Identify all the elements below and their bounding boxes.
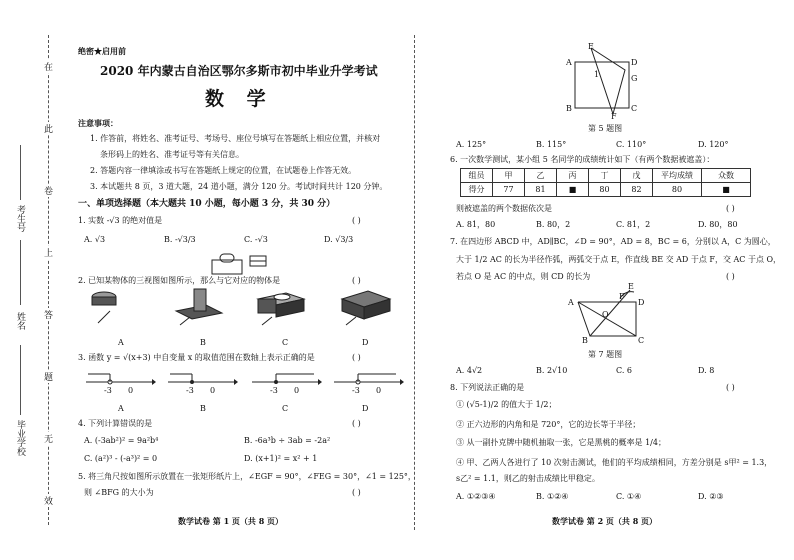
q8-item-2: ② 正六边形的内角和是 720°，它的边长等于半径； bbox=[456, 420, 641, 429]
fig5-label-c: C bbox=[631, 104, 638, 113]
page-divider bbox=[414, 35, 415, 530]
page-2 bbox=[420, 0, 790, 560]
table-header-row bbox=[461, 169, 751, 183]
q8-stem: 8. 下列说法正确的是 bbox=[450, 383, 525, 392]
q3-label-b: B bbox=[200, 404, 206, 413]
fig5-label-a: A bbox=[566, 58, 572, 67]
q8-option-d: D. ②③ bbox=[698, 492, 724, 501]
fig7-label-c: C bbox=[638, 336, 645, 345]
table-row bbox=[461, 183, 751, 197]
q1-option-b: B. -√3/3 bbox=[164, 235, 196, 244]
q4-option-c: C. (a²)³ - (-a³)² = 0 bbox=[84, 454, 158, 463]
tick-label: 0 bbox=[210, 386, 216, 395]
page-1 bbox=[70, 0, 416, 560]
answer-paren: ( ) bbox=[352, 419, 361, 428]
page-footer: 数学试卷 第 1 页（共 8 页） bbox=[178, 516, 284, 526]
binding-margin bbox=[0, 0, 70, 560]
q6-option-c: C. 81，2 bbox=[616, 220, 651, 229]
fig5-label-d: D bbox=[631, 58, 638, 67]
q8-option-b: B. ①②④ bbox=[536, 492, 569, 501]
q2-option-a-figure bbox=[84, 285, 154, 325]
side-char: 此 bbox=[44, 122, 53, 135]
q5-stem: 5. 将三角尺按如图所示放置在一张矩形纸片上，∠EGF = 90°，∠FEG = 30°，∠1 = 125°， bbox=[78, 472, 416, 481]
note-line: 3. 本试题共 8 页，3 道大题，24 道小题，满分 120 分。考试时间共计 120 分钟。 bbox=[90, 182, 388, 191]
q4-option-d: D. (x+1)² = x² + 1 bbox=[244, 454, 318, 463]
table-cell: 乙 bbox=[525, 169, 557, 183]
three-views-figure bbox=[210, 252, 285, 278]
side-char: 答 bbox=[44, 308, 53, 321]
q6-option-a: A. 81，80 bbox=[456, 220, 496, 229]
table-cell: 丙 bbox=[557, 169, 589, 183]
field-label-exam-number: 考生号 bbox=[15, 205, 25, 232]
table-cell: 77 bbox=[493, 183, 525, 197]
q1-stem: 1. 实数 -√3 的绝对值是 bbox=[78, 216, 163, 225]
table-cell: 得分 bbox=[461, 183, 493, 197]
note-line: 1. 作答前，将姓名、准考证号、考场号、座位号填写在答题纸上相应位置，并核对 bbox=[90, 134, 381, 143]
q3-numberline-d bbox=[332, 368, 404, 396]
q8-item-5: s乙² = 1.1，则乙的射击成绩比甲稳定。 bbox=[456, 474, 600, 483]
q7-option-b: B. 2√10 bbox=[536, 366, 568, 375]
figure-7 bbox=[570, 284, 650, 342]
q4-option-b: B. -6a³b ÷ 3ab = -2a² bbox=[244, 436, 331, 445]
q1-option-c: C. -√3 bbox=[244, 235, 268, 244]
tick-label: -3 bbox=[104, 386, 112, 395]
subject-title: 数 学 bbox=[205, 88, 274, 110]
q7-option-a: A. 4√2 bbox=[456, 366, 483, 375]
table-cell: 82 bbox=[621, 183, 653, 197]
fig7-label-b: B bbox=[582, 336, 588, 345]
q8-item-1: ① (√5-1)/2 的值大于 1/2； bbox=[456, 400, 557, 409]
fig7-label-d: D bbox=[638, 298, 645, 307]
answer-paren: ( ) bbox=[726, 272, 735, 281]
side-char: 题 bbox=[44, 370, 53, 383]
table-cell: 80 bbox=[589, 183, 621, 197]
answer-paren: ( ) bbox=[726, 383, 735, 392]
q2-stem: 2. 已知某物体的三视图如图所示，那么与它对应的物体是 bbox=[78, 276, 281, 285]
fig7-label-f: F bbox=[619, 292, 625, 301]
table-cell: 平均成绩 bbox=[653, 169, 702, 183]
answer-paren: ( ) bbox=[726, 204, 735, 213]
table-cell: 组员 bbox=[461, 169, 493, 183]
fig5-label-f: F bbox=[611, 112, 617, 121]
field-label-name: 姓名 bbox=[15, 312, 25, 330]
table-cell: ■ bbox=[557, 183, 589, 197]
q5-option-c: C. 110° bbox=[616, 140, 647, 149]
table-cell: 戊 bbox=[621, 169, 653, 183]
fig7-caption: 第 7 题图 bbox=[588, 350, 623, 359]
q2-label-c: C bbox=[282, 338, 289, 347]
fig7-label-a: A bbox=[568, 298, 574, 307]
field-label-school: 毕业学校 bbox=[15, 420, 25, 456]
q2-option-c-figure bbox=[250, 285, 320, 327]
side-char: 效 bbox=[44, 494, 53, 507]
table-cell: 众数 bbox=[702, 169, 751, 183]
q3-numberline-c bbox=[250, 368, 322, 396]
tick-label: 0 bbox=[128, 386, 134, 395]
q8-option-a: A. ①②③④ bbox=[456, 492, 496, 501]
q6-score-table bbox=[460, 168, 751, 197]
q2-option-b-figure bbox=[166, 285, 236, 327]
answer-paren: ( ) bbox=[352, 216, 361, 225]
q5-option-b: B. 115° bbox=[536, 140, 567, 149]
q3-label-d: D bbox=[362, 404, 369, 413]
tick-label: 0 bbox=[294, 386, 300, 395]
table-cell: 80 bbox=[653, 183, 702, 197]
notes-title: 注意事项： bbox=[78, 118, 118, 128]
q7-stem-3: 若点 O 是 AC 的中点，则 CD 的长为 bbox=[456, 272, 591, 281]
q5-stem-2: 则 ∠BFG 的大小为 bbox=[84, 488, 154, 497]
answer-paren: ( ) bbox=[352, 353, 361, 362]
tick-label: -3 bbox=[352, 386, 360, 395]
fig7-label-o: O bbox=[602, 310, 609, 319]
q7-stem-2: 大于 1/2 AC 的长为半径作弧，两弧交于点 E，作直线 BE 交 AD 于点 F，交 AC 于点 O， bbox=[456, 255, 782, 264]
q7-option-c: C. 6 bbox=[616, 366, 633, 375]
q6-question: 则被遮盖的两个数据依次是 bbox=[456, 204, 552, 213]
tick-label: 0 bbox=[376, 386, 382, 395]
side-char: 卷 bbox=[44, 184, 53, 197]
fig5-caption: 第 5 题图 bbox=[588, 124, 623, 133]
q3-label-c: C bbox=[282, 404, 289, 413]
side-char: 上 bbox=[44, 246, 53, 259]
q3-numberline-b bbox=[166, 368, 238, 396]
exam-title: 2020 年内蒙古自治区鄂尔多斯市初中毕业升学考试 bbox=[100, 64, 378, 78]
note-line: 条形码上的姓名、准考证号等有关信息。 bbox=[100, 150, 244, 159]
q7-stem-1: 7. 在四边形 ABCD 中，AD∥BC，∠D = 90°，AD = 8，BC = 6，分别以 A，C 为圆心， bbox=[450, 237, 776, 246]
q8-item-3: ③ 从一副扑克牌中随机抽取一张，它是黑桃的概率是 1/4； bbox=[456, 438, 666, 447]
fig5-label-e: E bbox=[588, 42, 594, 51]
fig7-label-e: E bbox=[628, 282, 634, 291]
q1-option-d: D. √3/3 bbox=[324, 235, 354, 244]
page-footer: 数学试卷 第 2 页（共 8 页） bbox=[552, 516, 658, 526]
q3-stem: 3. 函数 y = √(x+3) 中自变量 x 的取值范围在数轴上表示正确的是 bbox=[78, 353, 315, 362]
table-cell: ■ bbox=[702, 183, 751, 197]
q7-option-d: D. 8 bbox=[698, 366, 715, 375]
answer-paren: ( ) bbox=[352, 276, 361, 285]
fig5-label-g: G bbox=[631, 74, 638, 83]
table-cell: 81 bbox=[525, 183, 557, 197]
q2-label-a: A bbox=[118, 338, 124, 347]
tick-label: -3 bbox=[186, 386, 194, 395]
q4-stem: 4. 下列计算错误的是 bbox=[78, 419, 153, 428]
table-cell: 丁 bbox=[589, 169, 621, 183]
fig5-label-b: B bbox=[566, 104, 572, 113]
q2-option-d-figure bbox=[332, 285, 402, 327]
q6-option-d: D. 80，80 bbox=[698, 220, 738, 229]
q8-item-4: ④ 甲、乙两人各进行了 10 次射击测试，他们的平均成绩相同，方差分别是 s甲² = 1.3， bbox=[456, 458, 773, 467]
tick-label: -3 bbox=[270, 386, 278, 395]
q5-option-d: D. 120° bbox=[698, 140, 729, 149]
side-char: 在 bbox=[44, 60, 53, 73]
side-char: 无 bbox=[44, 432, 53, 445]
q8-option-c: C. ①④ bbox=[616, 492, 642, 501]
table-cell: 甲 bbox=[493, 169, 525, 183]
q2-label-d: D bbox=[362, 338, 369, 347]
answer-paren: ( ) bbox=[352, 488, 361, 497]
note-line: 2. 答题内容一律填涂或书写在答题纸上规定的位置，在试题卷上作答无效。 bbox=[90, 166, 357, 175]
q6-option-b: B. 80，2 bbox=[536, 220, 571, 229]
q3-label-a: A bbox=[118, 404, 124, 413]
q4-option-a: A. (-3ab²)² = 9a²b⁴ bbox=[84, 436, 159, 445]
fig5-label-1: 1 bbox=[594, 70, 600, 79]
q1-option-a: A. √3 bbox=[84, 235, 106, 244]
secret-label: 绝密★启用前 bbox=[78, 46, 126, 56]
q5-option-a: A. 125° bbox=[456, 140, 487, 149]
q6-stem: 6. 一次数学测试，某小组 5 名同学的成绩统计如下（有两个数据被遮盖）： bbox=[450, 155, 715, 164]
section-title: 一、单项选择题（本大题共 10 小题，每小题 3 分，共 30 分） bbox=[78, 199, 336, 209]
q2-label-b: B bbox=[200, 338, 206, 347]
q3-numberline-a bbox=[84, 368, 156, 396]
